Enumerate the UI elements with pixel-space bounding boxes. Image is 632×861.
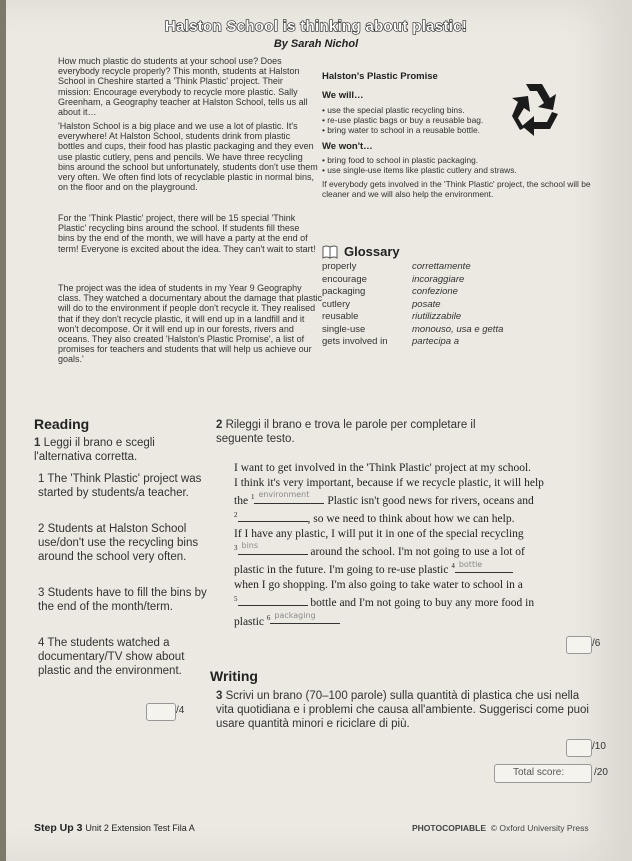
exercise-2-score: /6 <box>592 638 601 649</box>
promise-will-list <box>322 105 512 135</box>
glossary <box>322 244 503 349</box>
exercise-1-item: 2 Students at Halston School use/don't use the recycling bins around the school very often. <box>38 523 199 563</box>
exercise-1-item: 3 Students have to fill the bins by the end of the month/term. <box>38 587 207 613</box>
glossary-entry: packaging confezione <box>322 286 458 297</box>
exercise-1-item: 1 The 'Think Plastic' project was started by students/a teacher. <box>38 473 202 499</box>
reading-heading: Reading <box>34 416 90 432</box>
blank-1[interactable]: environment <box>254 492 324 504</box>
plastic-promise <box>322 71 612 199</box>
total-score-box[interactable] <box>494 764 592 783</box>
exercise-1-score-box[interactable] <box>146 703 176 721</box>
list-item: • bring water to school in a reusable bottle. <box>322 125 480 135</box>
list-item: • use the special plastic recycling bins. <box>322 105 465 115</box>
footer-rights: PHOTOCOPIABLE © Oxford University Press <box>412 823 589 833</box>
promise-will-heading: We will… <box>322 90 364 101</box>
recycle-icon <box>504 80 564 138</box>
article-byline: By Sarah Nichol <box>273 38 359 50</box>
total-score-label: Total score: <box>513 767 565 778</box>
blank-2[interactable] <box>238 510 308 522</box>
glossary-entry: single-use monouso, usa e getta <box>322 323 504 335</box>
article-paragraph-4: The project was the idea of students in my Year 9 Geography class. They watched a documentary about the damage that plastic will do to the environment if people don't recycle it. They realised that if they don't recycle plastic, it will end up in a landfill and it won't decompose. Or it will end up in our forests, rivers and oceans. They also created 'Halston's Plastic Promise', a list of promises for teachers and students that will help us achieve our goals.' <box>58 283 322 365</box>
blank-3[interactable]: bins <box>238 543 308 555</box>
total-score: /20 <box>594 767 608 778</box>
exercise-1-score: /4 <box>176 705 185 716</box>
exercise-2-instruction: 2 Rileggi il brano e trova le parole per completare il seguente testo. <box>216 419 476 445</box>
glossary-entry: gets involved in partecipa a <box>322 336 460 347</box>
exercise-3-score: /10 <box>592 741 606 752</box>
glossary-entry: reusable riutilizzabile <box>322 311 462 322</box>
glossary-entry: properly correttamente <box>322 261 471 272</box>
glossary-title: Glossary <box>344 244 400 259</box>
article-paragraph-2: 'Halston School is a big place and we use a lot of plastic. It's everywhere! At Halston School, students drink from plastic bottles and cups, their food has plastic packaging and they even use plastic cutlery, pens and pencils. We have three recycling bins around the school but unfortunately, students don't use them very often. We often find lots of recyclable plastic in normal bins, on the floor and on the playground. <box>58 121 318 193</box>
exercise-1-item: 4 The students watched a documentary/TV show about plastic and the environment. <box>38 637 185 677</box>
exercise-3-instruction: 3 Scrivi un brano (70–100 parole) sulla quantità di plastica che usi nella vita quotidiana e i problemi che causa all'ambiente. Suggerisci come puoi usare quantità minori e riciclare di più. <box>216 690 589 730</box>
list-item: • re-use plastic bags or buy a reusable bag. <box>322 115 484 125</box>
glossary-book-icon <box>322 245 338 259</box>
exercise-2-text: I want to get involved in the 'Think Plastic' project at my school. I think it's very important, because if we recycle plastic, it will help the $^1$ environment Plastic isn't good news for rivers, oceans and $^2$ , so we need to think about how we can help. If I have any plastic, I will put it in one of the special recycling $^3$ bins around the school. I'm not going to use a lot of plastic in the future. I'm going to re-use plastic $^4$ bottle when I go shopping. I'm also going to take water to school in a $^5$ bottle and I'm not going to buy any more food in plastic $^6$ packaging <box>234 462 544 628</box>
list-item: • bring food to school in plastic packaging. <box>322 155 479 165</box>
promise-wont-list <box>322 155 612 175</box>
list-item: • use single-use items like plastic cutlery and straws. <box>322 165 517 175</box>
blank-4[interactable]: bottle <box>455 561 513 573</box>
article-title: Halston School is thinking about plastic! <box>164 18 468 35</box>
exercise-1-instruction: 1 Leggi il brano e scegli l'alternativa corretta. <box>34 437 155 463</box>
exercise-2-score-box[interactable] <box>566 636 592 654</box>
writing-heading: Writing <box>210 668 258 684</box>
blank-5[interactable] <box>238 594 308 606</box>
promise-closing: If everybody gets involved in the 'Think Plastic' project, the school will be cleaner and we will also help the environment. <box>322 179 591 199</box>
blank-6[interactable]: packaging <box>270 612 340 624</box>
promise-wont-heading: We won't… <box>322 141 373 152</box>
glossary-entry: encourage incoraggiare <box>322 273 465 285</box>
promise-title: Halston's Plastic Promise <box>322 71 438 82</box>
footer-course: Step Up 3 Unit 2 Extension Test Fila A <box>34 822 195 834</box>
exercise-3-score-box[interactable] <box>566 739 592 757</box>
article-paragraph-3: For the 'Think Plastic' project, there will be 15 special 'Think Plastic' recycling bins around the school. If students fill these bins by the end of the month, we will have a party at the end of term! Everyone is excited about the idea. They can't wait to start! <box>58 213 316 254</box>
article-paragraph-1: How much plastic do students at your school use? Does everybody recycle properly? This month, students at Halston School in Cheshire started a 'Think Plastic' project. Their mission: Encourage everybody to recycle more plastic. Sally Greenham, a Geography teacher at Halston School, tells us all about it… <box>58 56 308 118</box>
glossary-entry: cutlery posate <box>322 298 441 310</box>
